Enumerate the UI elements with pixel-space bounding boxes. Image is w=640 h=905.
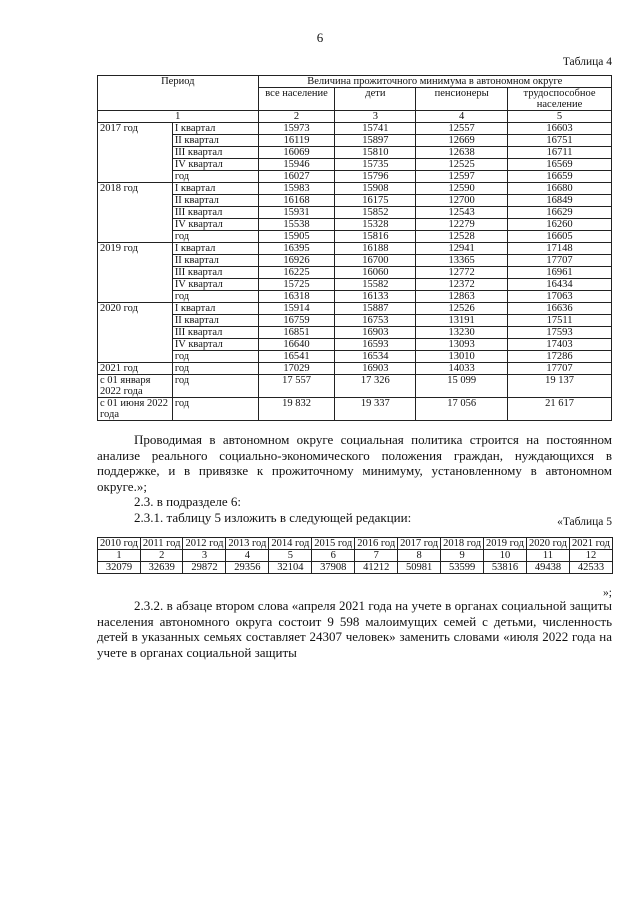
value-cell: 16069 (258, 147, 335, 159)
column-number: 3 (335, 111, 416, 123)
header-cell: 2017 год (398, 538, 441, 550)
header-cell: 2018 год (441, 538, 484, 550)
closing-quote: »; (603, 587, 612, 599)
header-cell: 2020 год (526, 538, 569, 550)
value-cell: 12941 (416, 243, 508, 255)
period-label: 2019 год (98, 243, 173, 303)
value-cell: 12372 (416, 279, 508, 291)
header-cell: 2010 год (98, 538, 141, 550)
value-cell: 17148 (508, 243, 612, 255)
subperiod-label: I квартал (172, 303, 258, 315)
value-cell: 19 832 (258, 398, 335, 421)
subperiod-label: IV квартал (172, 279, 258, 291)
period-label: 2020 год (98, 303, 173, 363)
table-row (98, 243, 612, 255)
item-2-3: 2.3. в подразделе 6: (134, 494, 242, 509)
value-cell: 12525 (416, 159, 508, 171)
page-number: 6 (316, 30, 324, 45)
value-cell: 16188 (335, 243, 416, 255)
value-cell: 16027 (258, 171, 335, 183)
value-cell: 49438 (526, 562, 569, 574)
column-header: трудоспособное население (508, 88, 612, 111)
table-row (98, 195, 612, 207)
column-number: 5 (508, 111, 612, 123)
header-cell: 2 (140, 550, 183, 562)
value-cell: 12528 (416, 231, 508, 243)
header-cell: 12 (569, 550, 612, 562)
header-cell: 9 (441, 550, 484, 562)
value-cell: 16569 (508, 159, 612, 171)
subperiod-label: IV квартал (172, 159, 258, 171)
value-cell: 15810 (335, 147, 416, 159)
subperiod-label: год (172, 351, 258, 363)
table5-values-row (98, 562, 613, 574)
header-cell: 4 (226, 550, 269, 562)
value-cell: 13010 (416, 351, 508, 363)
value-cell: 53816 (484, 562, 527, 574)
value-cell: 16605 (508, 231, 612, 243)
table-row (98, 327, 612, 339)
header-cell: 2012 год (183, 538, 226, 550)
value-cell: 17403 (508, 339, 612, 351)
column-header: все население (258, 88, 335, 111)
value-cell: 16534 (335, 351, 416, 363)
value-cell: 17707 (508, 363, 612, 375)
header-period: Период (98, 76, 259, 111)
value-cell: 12279 (416, 219, 508, 231)
value-cell: 16926 (258, 255, 335, 267)
column-number-row (98, 111, 612, 123)
value-cell: 14033 (416, 363, 508, 375)
header-cell: 7 (355, 550, 398, 562)
table-row (98, 183, 612, 195)
header-row (98, 76, 612, 88)
value-cell: 17029 (258, 363, 335, 375)
subperiod-label: II квартал (172, 195, 258, 207)
value-cell: 16680 (508, 183, 612, 195)
value-cell: 15725 (258, 279, 335, 291)
value-cell: 16636 (508, 303, 612, 315)
period-label: 2017 год (98, 123, 173, 183)
value-cell: 15582 (335, 279, 416, 291)
item-2-3-2: 2.3.2. в абзаце втором слова «апреля 2021 года на учете в органах социальной защиты населения автономного округа состоит 9 598 малоимущих семей с детьми, численность детей в указанных семьях составляет 24307 человек» заменить словами «июля 2022 года на учете в органах социальной защиты (97, 598, 612, 660)
value-cell: 12669 (416, 135, 508, 147)
table-row (98, 291, 612, 303)
value-cell: 12772 (416, 267, 508, 279)
table-row (98, 279, 612, 291)
value-cell: 17 326 (335, 375, 416, 398)
table-row (98, 351, 612, 363)
value-cell: 16541 (258, 351, 335, 363)
subperiod-label: I квартал (172, 243, 258, 255)
column-number: 2 (258, 111, 335, 123)
value-cell: 16318 (258, 291, 335, 303)
header-group: Величина прожиточного минимума в автономном округе (258, 76, 611, 88)
value-cell: 17707 (508, 255, 612, 267)
value-cell: 15908 (335, 183, 416, 195)
table-row (98, 339, 612, 351)
table-row (98, 147, 612, 159)
value-cell: 16659 (508, 171, 612, 183)
subperiod-label: III квартал (172, 207, 258, 219)
subperiod-label: I квартал (172, 123, 258, 135)
value-cell: 15328 (335, 219, 416, 231)
value-cell: 17593 (508, 327, 612, 339)
table5-nums-row (98, 550, 613, 562)
value-cell: 15931 (258, 207, 335, 219)
value-cell: 15973 (258, 123, 335, 135)
value-cell: 15538 (258, 219, 335, 231)
value-cell: 13191 (416, 315, 508, 327)
value-cell: 17286 (508, 351, 612, 363)
subperiod-label: II квартал (172, 135, 258, 147)
subperiod-label: год (172, 363, 258, 375)
table5-years-row (98, 538, 613, 550)
value-cell: 15914 (258, 303, 335, 315)
value-cell: 15946 (258, 159, 335, 171)
header-cell: 2014 год (269, 538, 312, 550)
column-number: 1 (98, 111, 259, 123)
period-label: 2021 год (98, 363, 173, 375)
table-row (98, 171, 612, 183)
value-cell: 16260 (508, 219, 612, 231)
value-cell: 12526 (416, 303, 508, 315)
value-cell: 17 557 (258, 375, 335, 398)
value-cell: 16700 (335, 255, 416, 267)
value-cell: 16753 (335, 315, 416, 327)
value-cell: 42533 (569, 562, 612, 574)
subperiod-label: год (172, 398, 258, 421)
table-row (98, 267, 612, 279)
value-cell: 16851 (258, 327, 335, 339)
value-cell: 17511 (508, 315, 612, 327)
table4 (97, 75, 612, 421)
value-cell: 16751 (508, 135, 612, 147)
value-cell: 16060 (335, 267, 416, 279)
value-cell: 16849 (508, 195, 612, 207)
column-header: пенсионеры (416, 88, 508, 111)
value-cell: 16961 (508, 267, 612, 279)
value-cell: 16119 (258, 135, 335, 147)
subperiod-label: IV квартал (172, 339, 258, 351)
subperiod-label: год (172, 171, 258, 183)
value-cell: 16640 (258, 339, 335, 351)
value-cell: 13093 (416, 339, 508, 351)
value-cell: 15852 (335, 207, 416, 219)
header-cell: 2015 год (312, 538, 355, 550)
value-cell: 15796 (335, 171, 416, 183)
value-cell: 16434 (508, 279, 612, 291)
header-cell: 8 (398, 550, 441, 562)
value-cell: 50981 (398, 562, 441, 574)
value-cell: 37908 (312, 562, 355, 574)
item-2-3-1: 2.3.1. таблицу 5 изложить в следующей редакции: (134, 510, 412, 525)
value-cell: 12700 (416, 195, 508, 207)
column-number: 4 (416, 111, 508, 123)
value-cell: 15897 (335, 135, 416, 147)
value-cell: 12863 (416, 291, 508, 303)
value-cell: 29872 (183, 562, 226, 574)
value-cell: 16711 (508, 147, 612, 159)
value-cell: 16395 (258, 243, 335, 255)
subperiod-label: I квартал (172, 183, 258, 195)
column-header: дети (335, 88, 416, 111)
header-cell: 6 (312, 550, 355, 562)
table-row (98, 159, 612, 171)
table5-caption: «Таблица 5 (557, 516, 612, 528)
paragraph-policy: Проводимая в автономном округе социальная политика строится на постоянном анализе реального социально-экономического положения граждан, нуждающихся в поддержке, и в привязке к прожиточному минимуму, установленному в автономном округе.»; (97, 432, 612, 494)
period-label: 2018 год (98, 183, 173, 243)
value-cell: 16175 (335, 195, 416, 207)
header-cell: 2016 год (355, 538, 398, 550)
value-cell: 12590 (416, 183, 508, 195)
value-cell: 16629 (508, 207, 612, 219)
value-cell: 15741 (335, 123, 416, 135)
value-cell: 29356 (226, 562, 269, 574)
value-cell: 15 099 (416, 375, 508, 398)
value-cell: 41212 (355, 562, 398, 574)
value-cell: 15983 (258, 183, 335, 195)
value-cell: 16603 (508, 123, 612, 135)
subperiod-label: год (172, 291, 258, 303)
header-cell: 2021 год (569, 538, 612, 550)
value-cell: 12638 (416, 147, 508, 159)
table-row (98, 363, 612, 375)
value-cell: 15816 (335, 231, 416, 243)
value-cell: 53599 (441, 562, 484, 574)
subperiod-label: II квартал (172, 255, 258, 267)
value-cell: 15887 (335, 303, 416, 315)
value-cell: 16133 (335, 291, 416, 303)
table4-caption: Таблица 4 (562, 56, 612, 68)
table-row (98, 219, 612, 231)
value-cell: 16903 (335, 327, 416, 339)
value-cell: 16168 (258, 195, 335, 207)
subperiod-label: II квартал (172, 315, 258, 327)
value-cell: 19 337 (335, 398, 416, 421)
table-row (98, 375, 612, 398)
header-cell: 5 (269, 550, 312, 562)
value-cell: 17 056 (416, 398, 508, 421)
table-row (98, 398, 612, 421)
header-cell: 11 (526, 550, 569, 562)
value-cell: 21 617 (508, 398, 612, 421)
table-row (98, 231, 612, 243)
value-cell: 32079 (98, 562, 141, 574)
value-cell: 16593 (335, 339, 416, 351)
subperiod-label: год (172, 375, 258, 398)
value-cell: 12557 (416, 123, 508, 135)
value-cell: 15905 (258, 231, 335, 243)
value-cell: 13365 (416, 255, 508, 267)
table-row (98, 135, 612, 147)
subperiod-label: год (172, 231, 258, 243)
period-label: с 01 января 2022 года (98, 375, 173, 398)
header-cell: 2013 год (226, 538, 269, 550)
value-cell: 12543 (416, 207, 508, 219)
value-cell: 17063 (508, 291, 612, 303)
value-cell: 15735 (335, 159, 416, 171)
header-cell: 10 (484, 550, 527, 562)
table5 (97, 537, 613, 574)
header-cell: 2011 год (140, 538, 183, 550)
header-cell: 1 (98, 550, 141, 562)
value-cell: 13230 (416, 327, 508, 339)
table-row (98, 315, 612, 327)
value-cell: 16903 (335, 363, 416, 375)
table-row (98, 207, 612, 219)
period-label: с 01 июня 2022 года (98, 398, 173, 421)
header-cell: 2019 год (484, 538, 527, 550)
subperiod-label: III квартал (172, 267, 258, 279)
header-cell: 3 (183, 550, 226, 562)
subperiod-label: III квартал (172, 147, 258, 159)
subperiod-label: IV квартал (172, 219, 258, 231)
value-cell: 19 137 (508, 375, 612, 398)
value-cell: 12597 (416, 171, 508, 183)
value-cell: 32639 (140, 562, 183, 574)
value-cell: 16225 (258, 267, 335, 279)
value-cell: 16759 (258, 315, 335, 327)
subperiod-label: III квартал (172, 327, 258, 339)
table-row (98, 123, 612, 135)
table-row (98, 303, 612, 315)
table-row (98, 255, 612, 267)
value-cell: 32104 (269, 562, 312, 574)
